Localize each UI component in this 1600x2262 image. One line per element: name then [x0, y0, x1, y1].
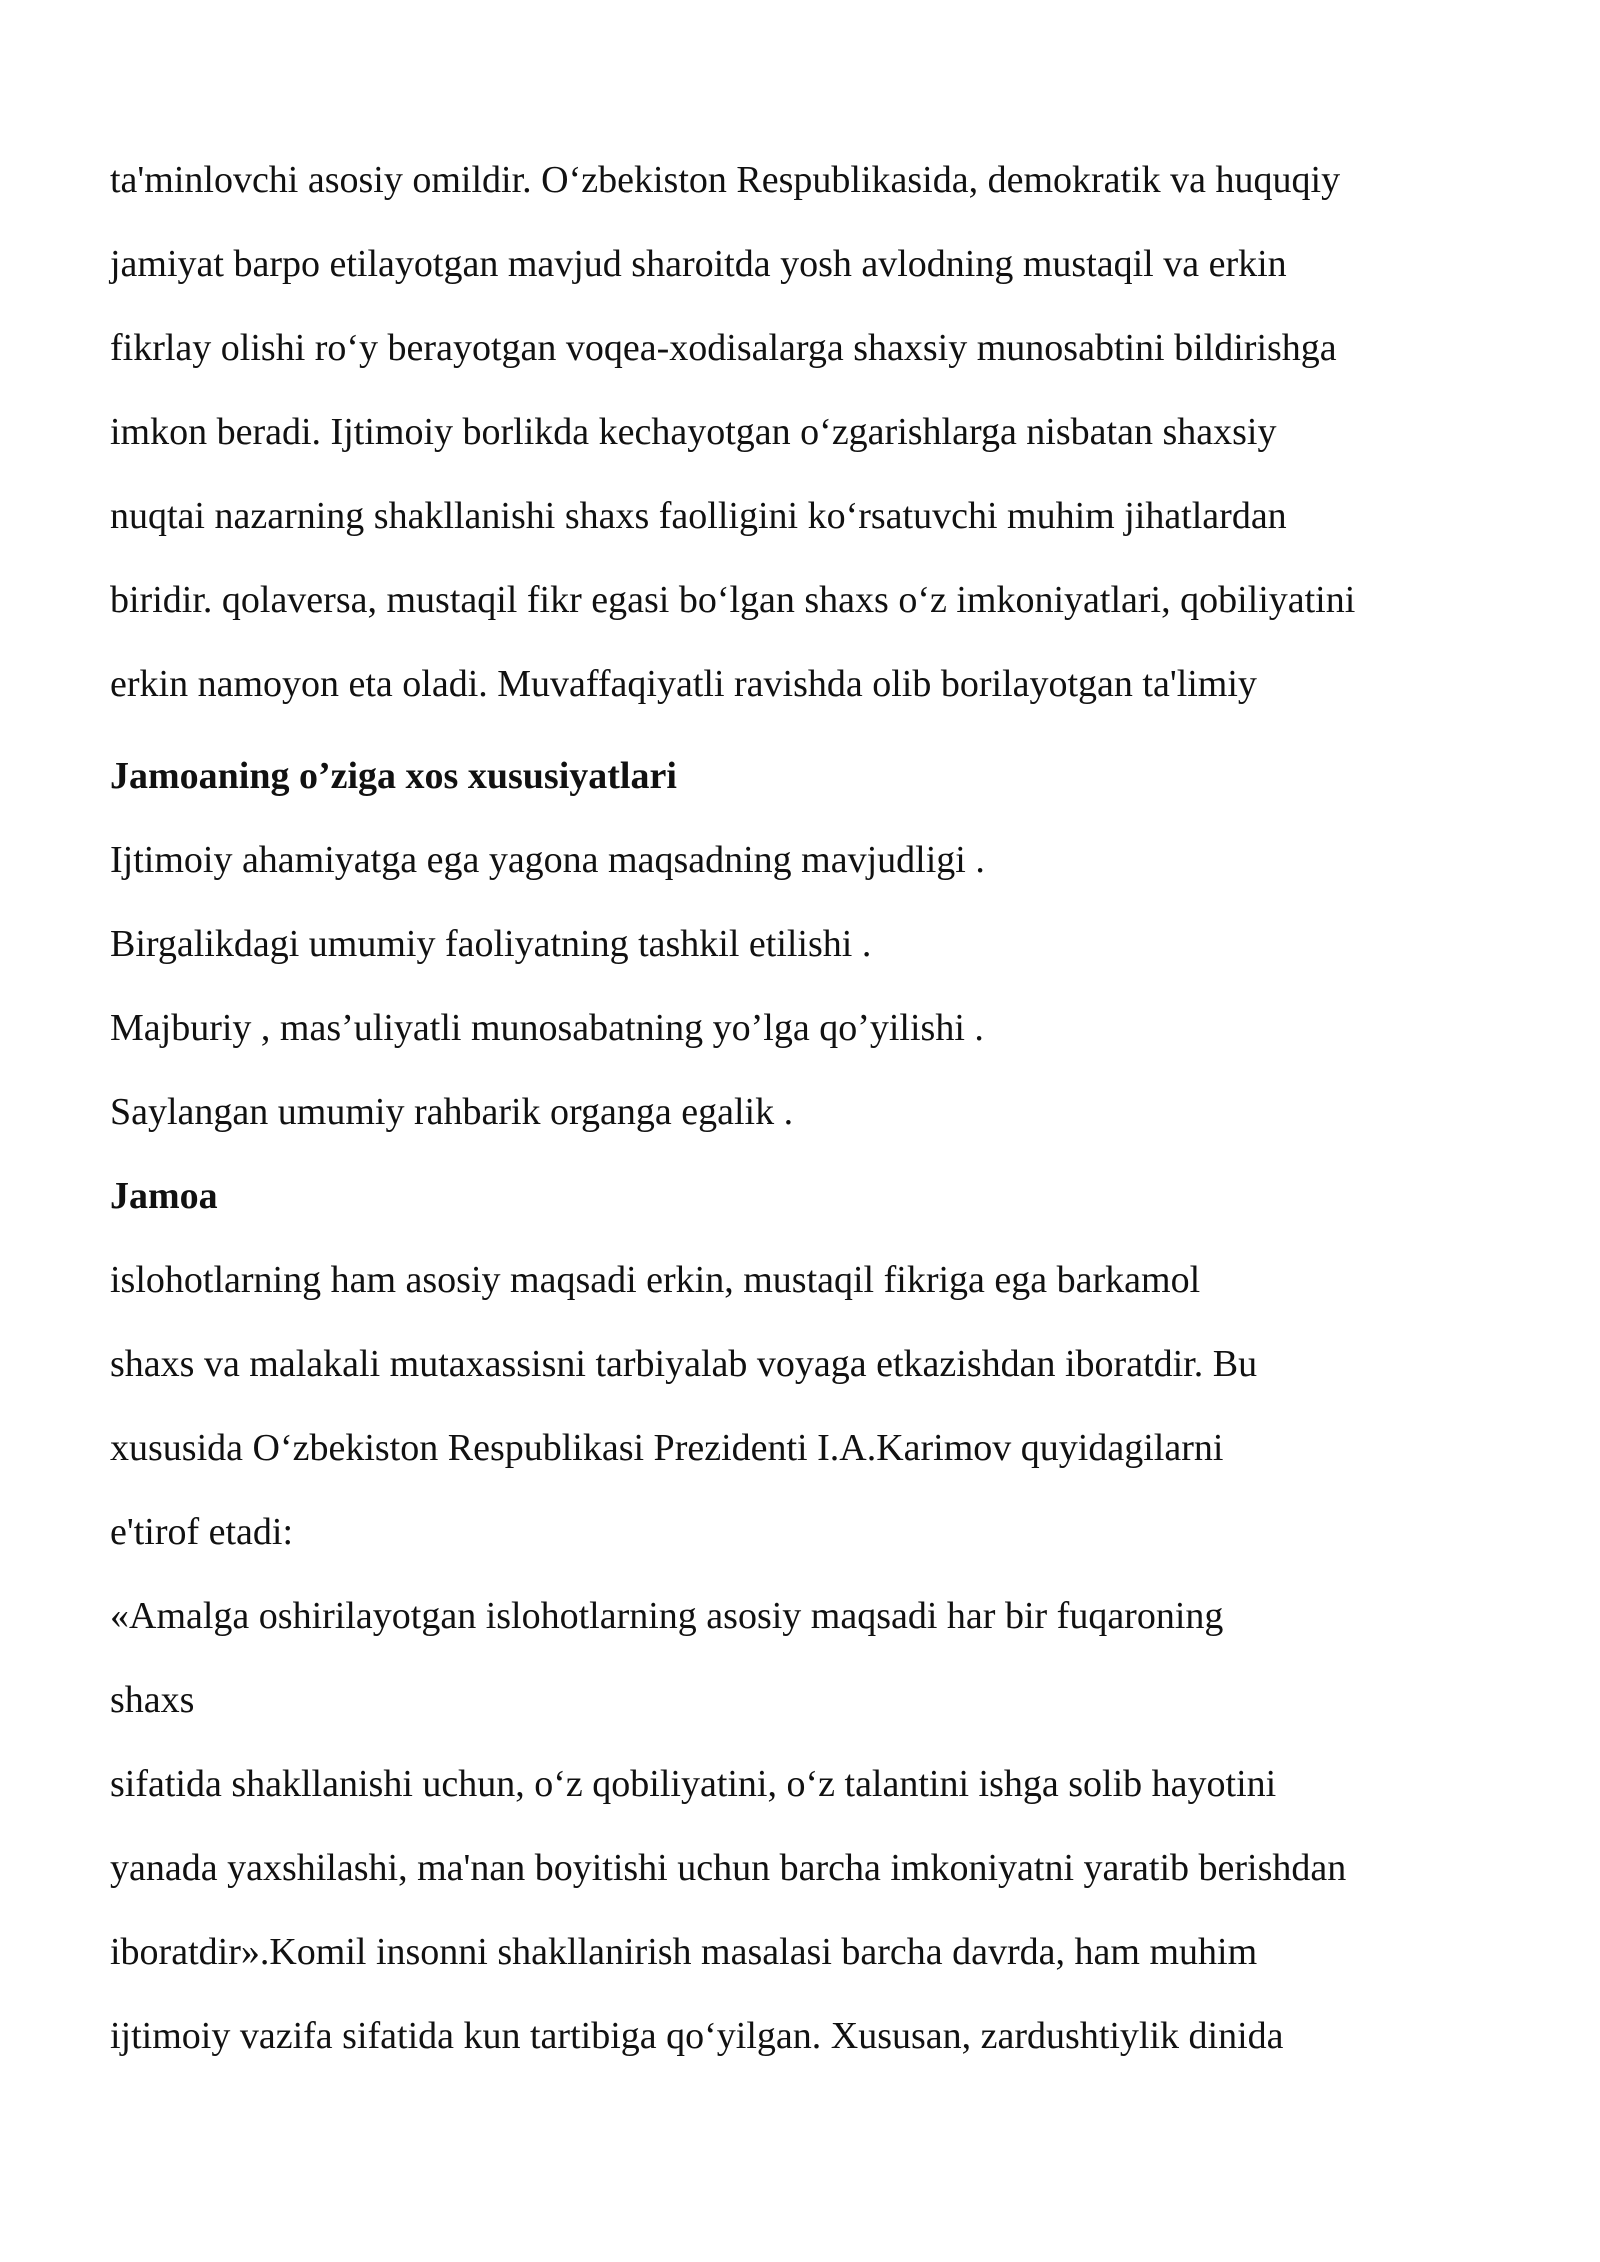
section-heading: Jamoaning o’ziga xos xususiyatlari	[110, 755, 677, 797]
feature-item: Majburiy , mas’uliyatli munosabatning yo’lga qo’yilishi .	[110, 1007, 984, 1049]
paragraph-line: «Amalga oshirilayotgan islohotlarning asosiy maqsadi har bir fuqaroning	[110, 1595, 1224, 1637]
feature-item: Birgalikdagi umumiy faoliyatning tashkil etilishi .	[110, 923, 872, 965]
paragraph-line: xususida O‘zbekiston Respublikasi Prezidenti I.A.Karimov quyidagilarni	[110, 1427, 1224, 1469]
paragraph-line: imkon beradi. Ijtimoiy borlikda kechayotgan o‘zgarishlarga nisbatan shaxsiy	[110, 411, 1277, 453]
section-heading: Jamoa	[110, 1175, 218, 1217]
paragraph-line: biridir. qolaversa, mustaqil fikr egasi bo‘lgan shaxs o‘z imkoniyatlari, qobiliyatini	[110, 579, 1356, 621]
paragraph-line: e'tirof etadi:	[110, 1511, 294, 1553]
paragraph-line: ta'minlovchi asosiy omildir. O‘zbekiston Respublikasida, demokratik va huquqiy	[110, 159, 1341, 201]
paragraph-line: shaxs va malakali mutaxassisni tarbiyalab voyaga etkazishdan iboratdir. Bu	[110, 1343, 1258, 1385]
feature-item: Ijtimoiy ahamiyatga ega yagona maqsadning mavjudligi .	[110, 839, 985, 881]
paragraph-line: islohotlarning ham asosiy maqsadi erkin, mustaqil fikriga ega barkamol	[110, 1259, 1201, 1301]
paragraph-line: nuqtai nazarning shakllanishi shaxs faolligini ko‘rsatuvchi muhim jihatlardan	[110, 495, 1287, 537]
paragraph-line: shaxs	[110, 1679, 195, 1721]
paragraph-line: erkin namoyon eta oladi. Muvaffaqiyatli ravishda olib borilayotgan ta'limiy	[110, 663, 1257, 705]
paragraph-line: yanada yaxshilashi, ma'nan boyitishi uchun barcha imkoniyatni yaratib berishdan	[110, 1847, 1347, 1889]
paragraph-line: sifatida shakllanishi uchun, o‘z qobiliyatini, o‘z talantini ishga solib hayotini	[110, 1763, 1277, 1805]
paragraph-line: jamiyat barpo etilayotgan mavjud sharoitda yosh avlodning mustaqil va erkin	[110, 243, 1287, 285]
paragraph-line: ijtimoiy vazifa sifatida kun tartibiga qo‘yilgan. Xususan, zardushtiylik dinida	[110, 2015, 1284, 2057]
paragraph-line: fikrlay olishi ro‘y berayotgan voqea-xodisalarga shaxsiy munosabtini bildirishga	[110, 327, 1337, 369]
feature-item: Saylangan umumiy rahbarik organga egalik .	[110, 1091, 794, 1133]
paragraph-line: iboratdir».Komil insonni shakllanirish masalasi barcha davrda, ham muhim	[110, 1931, 1258, 1973]
